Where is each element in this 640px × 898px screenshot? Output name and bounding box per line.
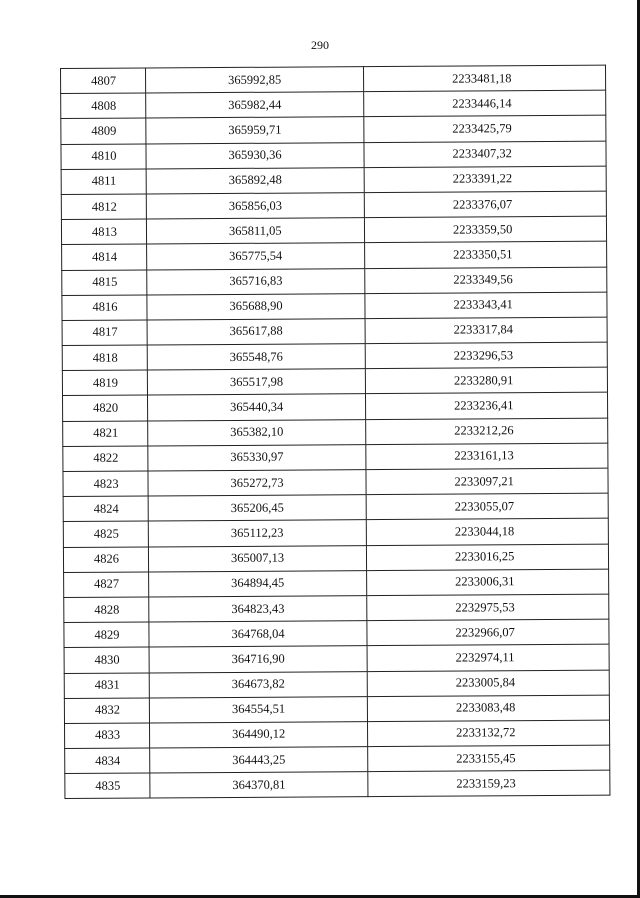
point-number-cell: 4807: [61, 68, 146, 94]
x-coordinate-cell: 365272,73: [148, 470, 366, 497]
x-coordinate-cell: 365517,98: [147, 369, 365, 396]
x-coordinate-cell: 365440,34: [148, 394, 366, 421]
table-row: [61, 65, 606, 94]
point-number-cell: 4832: [64, 698, 149, 724]
x-coordinate-cell: 365330,97: [148, 444, 366, 471]
table-row: [64, 644, 609, 673]
point-number-cell: 4834: [65, 748, 150, 774]
y-coordinate-cell: 2233359,50: [364, 216, 606, 243]
y-coordinate-cell: 2232966,07: [367, 619, 609, 646]
x-coordinate-cell: 365112,23: [148, 520, 366, 547]
table-row: [61, 116, 606, 145]
x-coordinate-cell: 364554,51: [149, 696, 367, 723]
x-coordinate-cell: 364490,12: [150, 722, 368, 749]
y-coordinate-cell: 2232974,11: [367, 644, 609, 671]
x-coordinate-cell: 365382,10: [148, 419, 366, 446]
coordinates-table: [60, 65, 610, 800]
point-number-cell: 4817: [62, 320, 147, 346]
point-number-cell: 4833: [65, 723, 150, 749]
y-coordinate-cell: 2233005,84: [367, 670, 609, 697]
table-row: [62, 342, 607, 371]
page-number: 290: [311, 38, 329, 52]
y-coordinate-cell: 2233350,51: [365, 241, 607, 268]
x-coordinate-cell: 365959,71: [146, 117, 364, 144]
table-row: [61, 141, 606, 170]
y-coordinate-cell: 2233280,91: [365, 367, 607, 394]
table-row: [65, 720, 610, 749]
x-coordinate-cell: 364716,90: [149, 646, 367, 673]
table-row: [65, 745, 610, 774]
y-coordinate-cell: 2233481,18: [363, 65, 605, 92]
x-coordinate-cell: 364370,81: [150, 772, 368, 799]
y-coordinate-cell: 2233407,32: [364, 141, 606, 168]
point-number-cell: 4823: [63, 471, 148, 497]
x-coordinate-cell: 365992,85: [146, 67, 364, 94]
y-coordinate-cell: 2233236,41: [365, 393, 607, 420]
x-coordinate-cell: 364768,04: [149, 621, 367, 648]
x-coordinate-cell: 365856,03: [146, 193, 364, 220]
x-coordinate-cell: 365617,88: [147, 319, 365, 346]
table-row: [61, 191, 606, 220]
table-row: [63, 519, 608, 548]
point-number-cell: 4811: [61, 169, 146, 195]
point-number-cell: 4809: [61, 118, 146, 144]
table-row: [62, 267, 607, 296]
point-number-cell: 4835: [65, 773, 150, 799]
y-coordinate-cell: 2233446,14: [364, 90, 606, 117]
x-coordinate-cell: 364443,25: [150, 747, 368, 774]
table-row: [63, 418, 608, 447]
y-coordinate-cell: 2233161,13: [366, 443, 608, 470]
coordinates-table-body: [61, 65, 610, 799]
y-coordinate-cell: 2233055,07: [366, 493, 608, 520]
table-row: [61, 166, 606, 195]
table-row: [64, 695, 609, 724]
y-coordinate-cell: 2233425,79: [364, 116, 606, 143]
y-coordinate-cell: 2233391,22: [364, 166, 606, 193]
point-number-cell: 4824: [63, 496, 148, 522]
point-number-cell: 4816: [62, 295, 147, 321]
x-coordinate-cell: 365775,54: [147, 243, 365, 270]
point-number-cell: 4810: [61, 144, 146, 170]
x-coordinate-cell: 365892,48: [146, 167, 364, 194]
point-number-cell: 4821: [63, 421, 148, 447]
y-coordinate-cell: 2233212,26: [366, 418, 608, 445]
table-row: [64, 670, 609, 699]
y-coordinate-cell: 2233097,21: [366, 468, 608, 495]
table-row: [62, 367, 607, 396]
table-row: [64, 569, 609, 598]
point-number-cell: 4822: [63, 446, 148, 472]
point-number-cell: 4815: [62, 269, 147, 295]
y-coordinate-cell: 2233083,48: [367, 695, 609, 722]
x-coordinate-cell: 364894,45: [149, 570, 367, 597]
table-row: [61, 90, 606, 119]
x-coordinate-cell: 365206,45: [148, 495, 366, 522]
x-coordinate-cell: 365007,13: [148, 545, 366, 572]
point-number-cell: 4808: [61, 93, 146, 119]
y-coordinate-cell: 2233349,56: [365, 267, 607, 294]
table-row: [64, 619, 609, 648]
x-coordinate-cell: 365716,83: [147, 268, 365, 295]
point-number-cell: 4828: [64, 597, 149, 623]
point-number-cell: 4829: [64, 622, 149, 648]
point-number-cell: 4820: [63, 395, 148, 421]
table-row: [63, 393, 608, 422]
y-coordinate-cell: 2233132,72: [367, 720, 609, 747]
point-number-cell: 4825: [63, 521, 148, 547]
x-coordinate-cell: 365982,44: [146, 92, 364, 119]
table-row: [64, 594, 609, 623]
point-number-cell: 4818: [62, 345, 147, 371]
x-coordinate-cell: 365811,05: [146, 218, 364, 245]
point-number-cell: 4819: [62, 370, 147, 396]
table-row: [63, 493, 608, 522]
point-number-cell: 4812: [61, 194, 146, 220]
x-coordinate-cell: 364823,43: [149, 596, 367, 623]
point-number-cell: 4830: [64, 647, 149, 673]
y-coordinate-cell: 2233159,23: [368, 770, 610, 797]
x-coordinate-cell: 365930,36: [146, 142, 364, 169]
table-row: [65, 770, 610, 799]
y-coordinate-cell: 2232975,53: [367, 594, 609, 621]
table-row: [61, 216, 606, 245]
table-row: [63, 443, 608, 472]
table-row: [62, 241, 607, 270]
table-row: [63, 468, 608, 497]
y-coordinate-cell: 2233155,45: [368, 745, 610, 772]
table-row: [62, 292, 607, 321]
y-coordinate-cell: 2233006,31: [367, 569, 609, 596]
x-coordinate-cell: 365548,76: [147, 344, 365, 371]
y-coordinate-cell: 2233296,53: [365, 342, 607, 369]
point-number-cell: 4827: [64, 572, 149, 598]
point-number-cell: 4814: [62, 244, 147, 270]
x-coordinate-cell: 365688,90: [147, 293, 365, 320]
y-coordinate-cell: 2233044,18: [366, 519, 608, 546]
x-coordinate-cell: 364673,82: [149, 671, 367, 698]
y-coordinate-cell: 2233376,07: [364, 191, 606, 218]
table-row: [63, 544, 608, 573]
point-number-cell: 4813: [61, 219, 146, 245]
point-number-cell: 4831: [64, 672, 149, 698]
y-coordinate-cell: 2233317,84: [365, 317, 607, 344]
point-number-cell: 4826: [63, 547, 148, 573]
table-row: [62, 317, 607, 346]
y-coordinate-cell: 2233016,25: [366, 544, 608, 571]
y-coordinate-cell: 2233343,41: [365, 292, 607, 319]
